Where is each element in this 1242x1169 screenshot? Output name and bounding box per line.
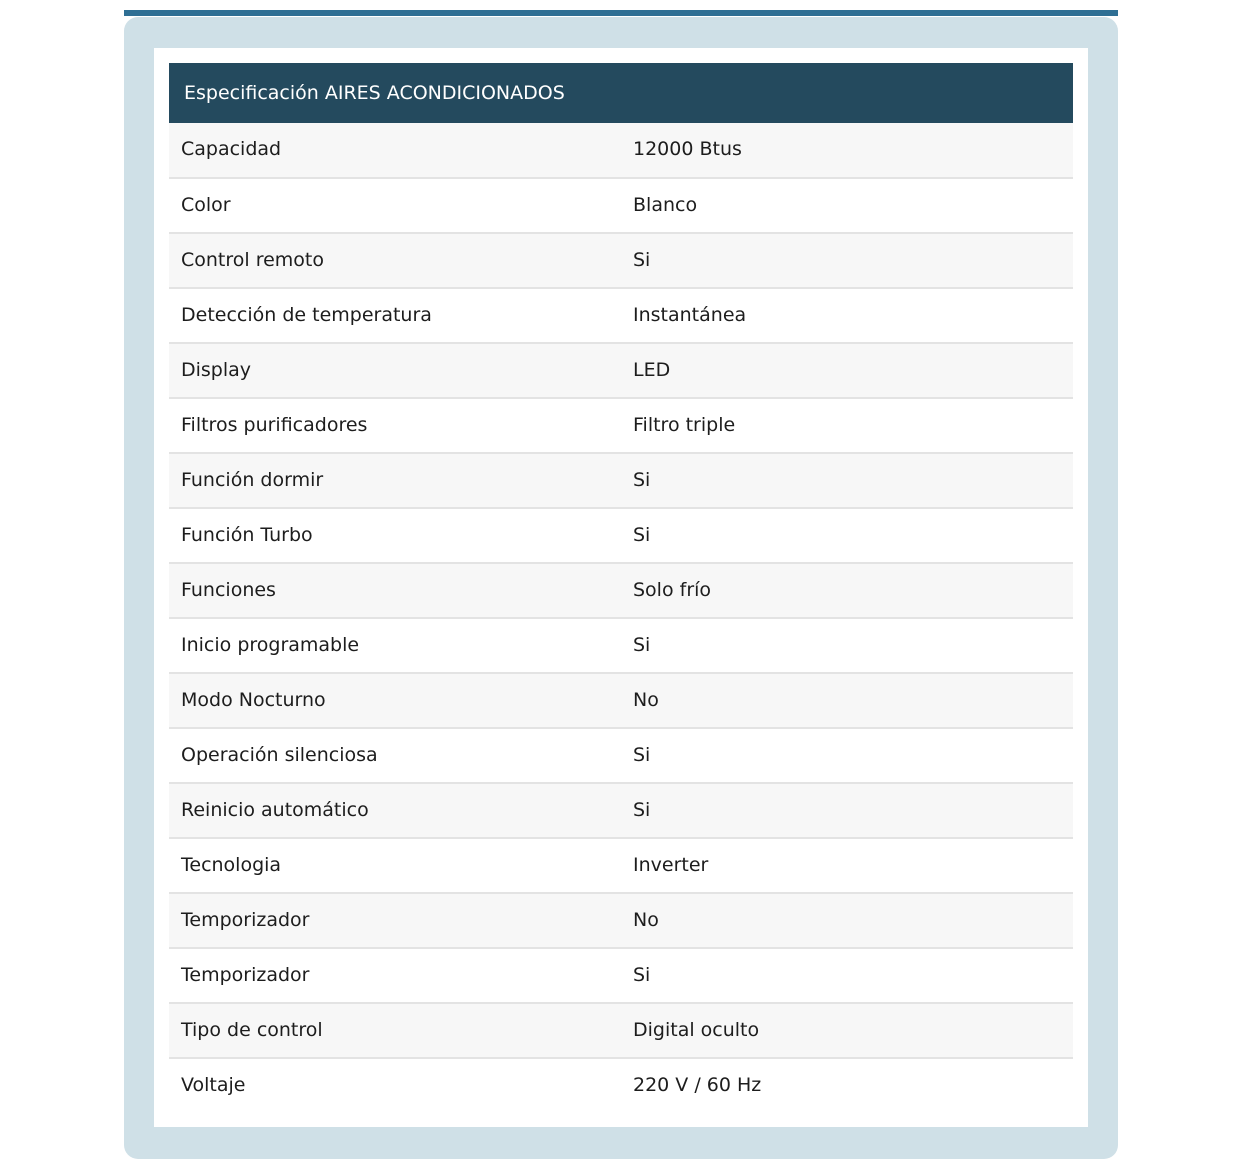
spec-label: Funciones bbox=[169, 563, 621, 618]
table-row bbox=[169, 1058, 1073, 1113]
spec-value: Si bbox=[621, 233, 1073, 288]
table-row bbox=[169, 838, 1073, 893]
spec-value: Digital oculto bbox=[621, 1003, 1073, 1058]
table-row bbox=[169, 1003, 1073, 1058]
spec-label: Modo Nocturno bbox=[169, 673, 621, 728]
spec-value: No bbox=[621, 673, 1073, 728]
spec-label: Reinicio automático bbox=[169, 783, 621, 838]
spec-value: No bbox=[621, 893, 1073, 948]
spec-label: Filtros purificadores bbox=[169, 398, 621, 453]
spec-value: Si bbox=[621, 618, 1073, 673]
spec-table bbox=[169, 63, 1073, 1113]
table-row bbox=[169, 673, 1073, 728]
spec-value: Solo frío bbox=[621, 563, 1073, 618]
spec-value: Filtro triple bbox=[621, 398, 1073, 453]
spec-value: Blanco bbox=[621, 178, 1073, 233]
spec-label: Inicio programable bbox=[169, 618, 621, 673]
spec-label: Voltaje bbox=[169, 1058, 621, 1113]
spec-label: Tecnologia bbox=[169, 838, 621, 893]
table-row bbox=[169, 123, 1073, 178]
table-row bbox=[169, 343, 1073, 398]
spec-value: Si bbox=[621, 453, 1073, 508]
spec-label: Detección de temperatura bbox=[169, 288, 621, 343]
spec-value: Inverter bbox=[621, 838, 1073, 893]
table-row bbox=[169, 783, 1073, 838]
spec-label: Display bbox=[169, 343, 621, 398]
spec-label: Color bbox=[169, 178, 621, 233]
spec-value: LED bbox=[621, 343, 1073, 398]
table-row bbox=[169, 398, 1073, 453]
spec-value: Si bbox=[621, 948, 1073, 1003]
table-row bbox=[169, 233, 1073, 288]
spec-label: Operación silenciosa bbox=[169, 728, 621, 783]
spec-table-header-row bbox=[169, 63, 1073, 123]
spec-label: Temporizador bbox=[169, 948, 621, 1003]
spec-value: 12000 Btus bbox=[621, 123, 1073, 178]
table-row bbox=[169, 948, 1073, 1003]
spec-value: Instantánea bbox=[621, 288, 1073, 343]
table-row bbox=[169, 893, 1073, 948]
spec-label: Temporizador bbox=[169, 893, 621, 948]
spec-label: Función dormir bbox=[169, 453, 621, 508]
spec-table-title: Especificación AIRES ACONDICIONADOS bbox=[169, 63, 1073, 123]
table-row bbox=[169, 508, 1073, 563]
spec-label: Control remoto bbox=[169, 233, 621, 288]
spec-label: Tipo de control bbox=[169, 1003, 621, 1058]
spec-label: Función Turbo bbox=[169, 508, 621, 563]
table-row bbox=[169, 728, 1073, 783]
table-row bbox=[169, 563, 1073, 618]
table-row bbox=[169, 178, 1073, 233]
top-accent-rule bbox=[124, 10, 1118, 16]
spec-value: 220 V / 60 Hz bbox=[621, 1058, 1073, 1113]
table-row bbox=[169, 288, 1073, 343]
spec-label: Capacidad bbox=[169, 123, 621, 178]
spec-value: Si bbox=[621, 508, 1073, 563]
spec-value: Si bbox=[621, 783, 1073, 838]
spec-value: Si bbox=[621, 728, 1073, 783]
table-row bbox=[169, 618, 1073, 673]
table-row bbox=[169, 453, 1073, 508]
